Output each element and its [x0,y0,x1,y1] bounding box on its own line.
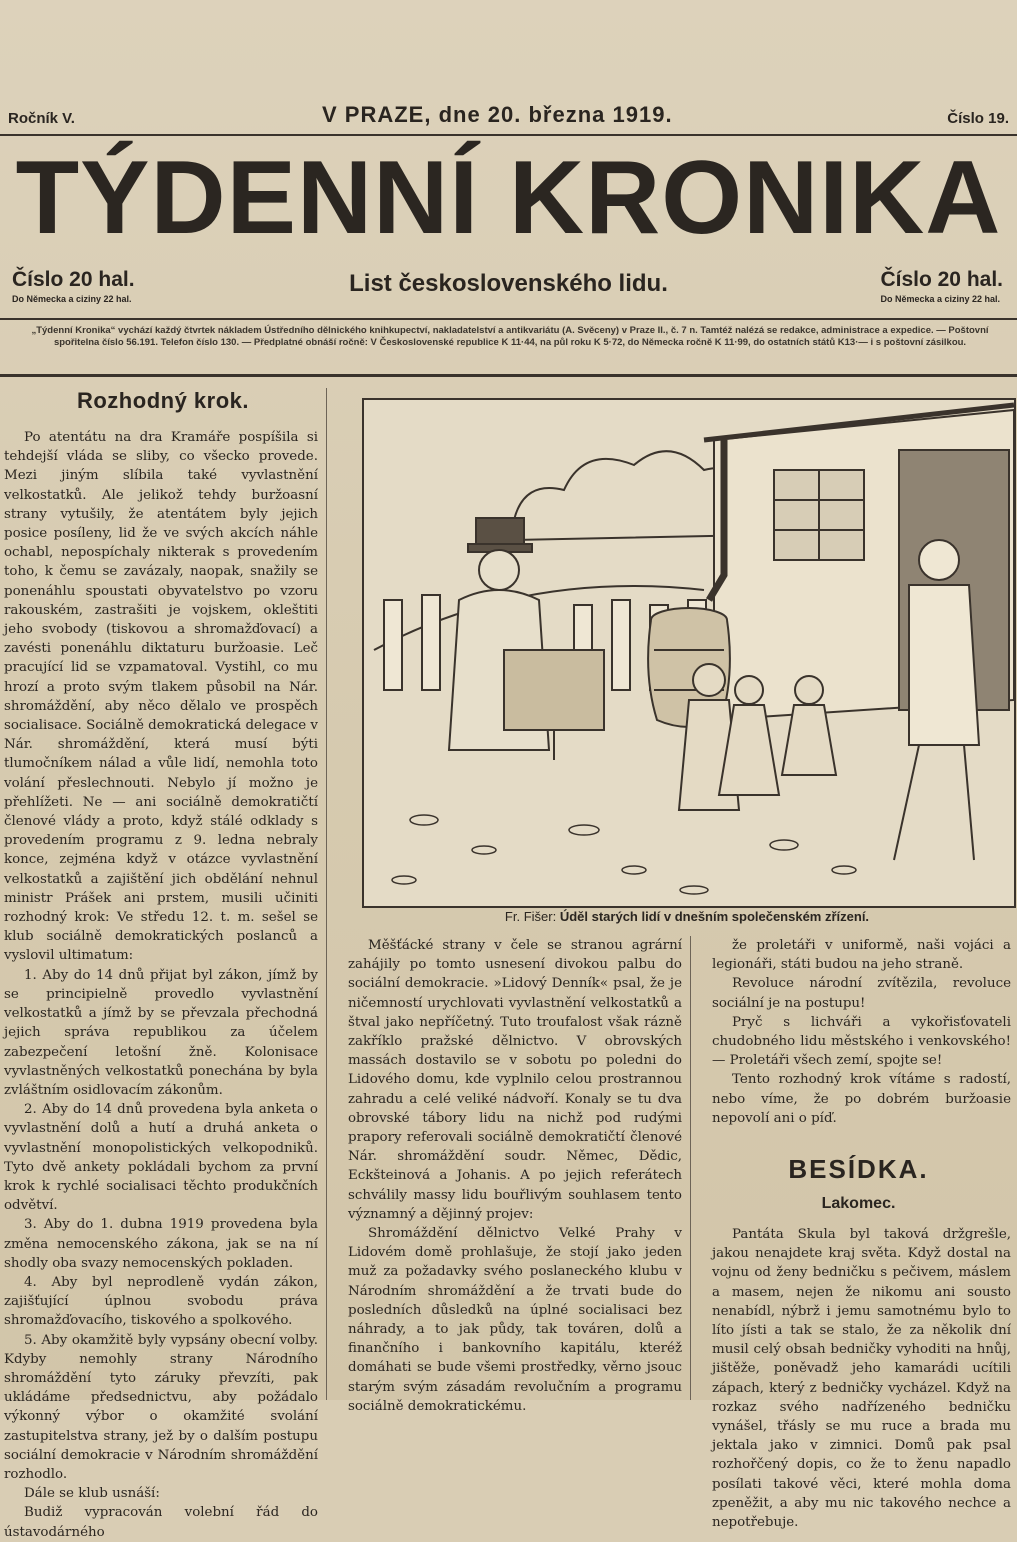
dateline: V PRAZE, dne 20. března 1919. [322,102,673,127]
window [774,470,864,560]
article-paragraph: 2. Aby do 14 dnů provedena byla anketa o vyvlastnění dolů a hutí a druhá anketa o vyvlastnění monopolistických velkopodniků. Tyto dvě ankety pokládali bychom za první krok k rychlé socialisaci těchto produkčních odvětví. [4,1102,318,1214]
imprint-text: „Týdenní Kronika“ vychází každý čtvrtek nákladem Ústředního dělnického knihkupectví, nakladatelství a antikvariátu (A. Svěceny) v Praze II., č. 7 n. Tamtéž nalézá se redakce, administrace a expedice. — Poštovní spořitelna číslo 56.191. Telefon číslo 130. — Předplatné obnáší ročně: V Československé republice K 11·44, na půl roku K 5·72, do Německa ročně K 11·99, do ostatních států K13·— i s poštovní zásilkou. [31,325,989,348]
illustration-author: Fr. Fišer: [504,909,557,924]
volume-label: Ročník V. [8,110,75,127]
right-body [700,936,1017,1128]
price-right [880,268,1003,304]
illustration-caption [362,909,1012,924]
children-figures [679,664,836,810]
price-note: Do Německa a ciziny 22 hal. [880,294,1001,304]
middle-column [338,936,691,1414]
section-title-besidka: BESÍDKA. [788,1154,929,1185]
issue-number: Číslo 19. [947,110,1009,127]
article-paragraph: Po atentátu na dra Kramáře pospíšila si tehdejší vláda se sliby, co všecko provede. Mezi jiným slíbila také vyvlastnění velkostatků. Ale jelikož tehdy buržoasní strany vytušily, že atentátem byly jejich posice posíleny, lid že ve svých akcích náhle ochabl, nepospíchaly nikterak s provedením toho, k čemu se zavázaly, naopak, snažily se ponenáhlu spoustati obyvatelstvo po vzoru rakouském, zastrašiti je vojskem, okleštiti jeho svobody (tiskovou a shromažďovací) a zavésti ponenáhlu diktaturu buržoasie. Leč pracující lid se vzpamatoval. Vystihl, co mu hrozí a proto svým tlakem působil na Nár. shromáždění, aby něco dělalo ve prospěch socialisace. Sociálně demokratická delegace v Nár. shromáždění, která musí býti tlumočníkem nálad a vůle lidí, nemohla toto volání přeslechnouti. Nebylo jí možno je přehlížeti. Ne — ani sociálně demokratičtí členové vlády a proto, když stálé odklady s provedením programu z 9. ledna nebraly konce, zejména když v otázce vyvlastnění velkostatků a zajištění jich obdělání nehnul ministr Prášek ani prstem, musili učiniti rozhodný krok: Ve středu 12. t. m. sešel se klub sociálně demokratických poslanců a vyslovil ultimatum: [4,430,318,964]
right-paragraph: Revoluce národní zvítězila, revoluce sociální je na postupu! [712,976,1011,1011]
middle-paragraph: Shromáždění dělnictvo Velké Prahy v Lidovém domě prohlašuje, že stojí jako jeden muž za požadavky svého poslaneckého klubu v Národním shromáždění a že trvati bude do posledních důsledků na úplné socialisaci bez náhrady, a to jak půdy, tak továren, dolů a finančního i bankovního kapitálu, kteréž domáhati se bude všemi prostředky, věrno jsouc starým svým zásadám revolučním a programu sociálně demokratickému. [348,1226,682,1414]
middle-paragraph: Měšťácké strany v čele se stranou agrární zahájily po tomto usnesení divokou palbu do sociální demokracie. »Lidový Denník« psal, že je ničemností urychlovati vyvlastnění velkostatků a štval jako nepříčetný. Tuto troufalost však rázně zakříklo pražské dělnictvo. V obrovských massách dostavilo se v sobotu po poledni do Lidového domu, kde vyplnilo celou prostrannou zahradu a celé veliké nádvoří. Konaly se tu dva obrovské tábory lidu na nichž pod rudými prapory referovali sociálně demokratičtí členové Nár. shromáždění soudr. Němec, Dědic, Eckšteinová a Johanis. A po jejich referátech schválily massy lidu bouřlivým souhlasem tento významný a dějinný projev: [348,938,682,1222]
story-body [700,1225,1017,1532]
article-paragraph: 4. Aby byl neprodleně vydán zákon, zajišťující úplnou svobodu práva shromažďovacího, tiskového a spolkového. [4,1274,318,1329]
article-paragraph: Dále se klub usnáší: [24,1486,160,1502]
article-paragraph: 1. Aby do 14 dnů přijat byl zákon, jímž by se principielně provedlo vyvlastnění velkostatků a jímž by se převzala přechodná jejich správa republikou za účelem zabezpečení letošní žně. Kolonisace vyvlastněných velkostatků ponechána by byla zvláštním osidlovacím zákonům. [4,967,318,1098]
ground-stones [392,815,856,894]
imprint-rule-top [0,318,1017,320]
price-note: Do Německa a ciziny 22 hal. [12,294,132,304]
right-paragraph: že proletáři v uniformě, naši vojáci a legionáři, státi budou na jeho straně. [712,938,1011,973]
price-label: Číslo 20 hal. [12,268,135,291]
price-label: Číslo 20 hal. [880,268,1003,291]
cartoon-illustration [362,398,1016,908]
article-body [0,428,326,1542]
right-column [700,936,1017,1531]
article-column [0,388,327,1540]
middle-body [338,936,690,1416]
article-title: Rozhodný krok. [76,388,249,413]
illustration-caption-text: Úděl starých lidí v dnešním společenském zřízení. [559,909,870,924]
article-paragraph: 3. Aby do 1. dubna 1919 provedena byla změna nemocenského zákona, jak se na ní shodly oba svazy nemocenských pokladen. [4,1217,318,1271]
masthead-title: TÝDENNÍ KRONIKA [15,140,1002,256]
masthead-subtitle: List československého lidu. [349,270,668,297]
right-paragraph: Pryč s lichváři a vykořisťovateli chudobného lidu městského i venkovského! — Proletáři všech zemí, spojte se! [712,1014,1011,1069]
right-paragraph: Tento rozhodný krok vítáme s radostí, nebo víme, že po dobrém buržoasie nepovolí ani o píď. [712,1072,1011,1126]
article-paragraph: Budiž vypracován volební řád do ústavodárného [4,1505,318,1540]
header-rule [0,134,1017,136]
article-paragraph: 5. Aby okamžitě byly vypsány obecní volby. Kdyby nemohly strany Národního shromáždění tyto záruky převzíti, pak ukládáme předsednictvu, aby požádalo výkonný výbor o okamžité svolání zastupitelstva strany, jež by o dalším postupu sociální demokracie v Národním shromáždění rozhodlo. [4,1332,318,1482]
story-title: Lakomec. [821,1195,896,1213]
imprint-rule-bottom [0,374,1017,377]
header-line [0,100,1017,134]
story-paragraph: Pantáta Skula byl taková držgrešle, jakou nenajdete kraj světa. Když dostal na vojnu od ženy bedničku s pečivem, máslem a masem, nejen že nikomu ani sousto nenabídl, nýbrž i jemu samotnému bylo to líto jísti a tak se stalo, že za několik dní musil celý obsah bedničky vyhoditi na hnůj, jištěže, poněvadž jeho kamarádi ucítili zápach, který z bedničky vycházel. Když na rozkaz svého nadřízeného bedničku vynášel, třásly se mu ruce a brada mu jektala jako v zimnici. Domů pak psal rozhořčený dopis, co že to ženu napadlo posílati takové věci, které mohla doma zpeněžit, a aby mu nic takového nechce a nepotřebuje. [712,1227,1011,1531]
cartoon-drawing [364,400,1014,906]
